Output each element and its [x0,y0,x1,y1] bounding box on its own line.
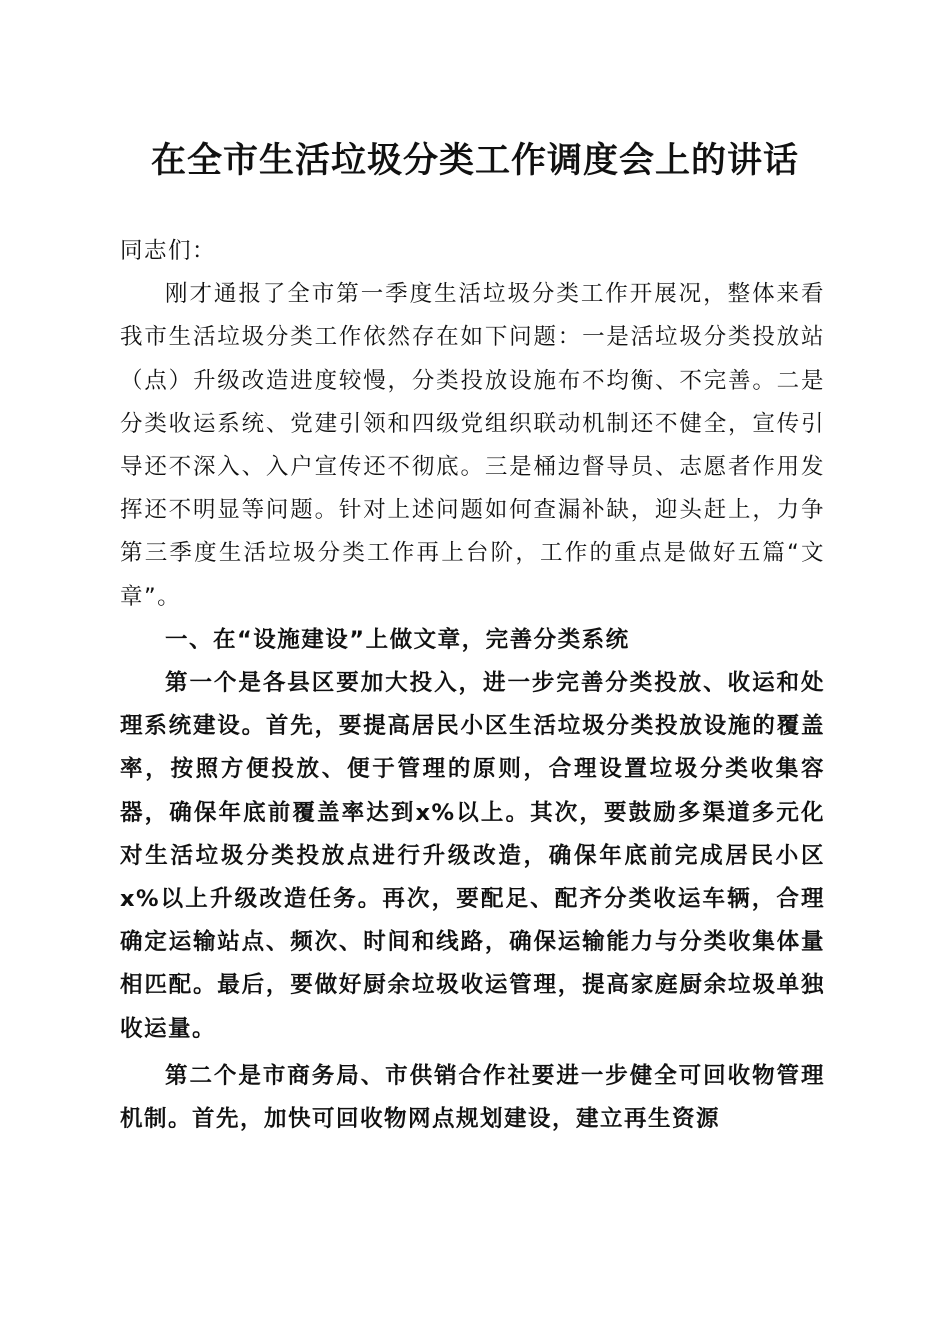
salutation: 同志们： [120,238,217,264]
paragraph-facilities: 第一个是各县区要加大投入，进一步完善分类投放、收运和处理系统建设。首先，要提高居民小区生活垃圾分类投放设施的覆盖率，按照方便投放、便于管理的原则，合理设置垃圾分类收集容器，确保年底前覆盖率达到x%以上。其次，要鼓励多渠道多元化对生活垃圾分类投放点进行升级改造，确保年底前完成居民小区x%以上升级改造任务。再次，要配足、配齐分类收运车辆，合理确定运输站点、频次、时间和线路，确保运输能力与分类收集体量相匹配。最后，要做好厨余垃圾收运管理，提高家庭厨余垃圾单独收运量。 [120,670,825,1042]
paragraph-intro: 刚才通报了全市第一季度生活垃圾分类工作开展况，整体来看我市生活垃圾分类工作依然存在如下问题：一是活垃圾分类投放站（点）升级改造进度较慢，分类投放设施布不均衡、不完善。二是分类收运系统、党建引领和四级党组织联动机制还不健全，宣传引导还不深入、入户宣传还不彻底。三是桶边督导员、志愿者作用发挥还不明显等问题。针对上述问题如何查漏补缺，迎头赶上，力争第三季度生活垃圾分类工作再上台阶，工作的重点是做好五篇“文章”。 [120,281,825,610]
section-heading-1: 一、在“设施建设”上做文章，完善分类系统 [165,626,630,653]
document-title: 在全市生活垃圾分类工作调度会上的讲话 [150,140,799,181]
paragraph-recyclables: 第二个是市商务局、市供销合作社要进一步健全可回收物管理机制。首先，加快可回收物网点规划建设，建立再生资源 [120,1062,825,1133]
document-body [120,230,825,1141]
